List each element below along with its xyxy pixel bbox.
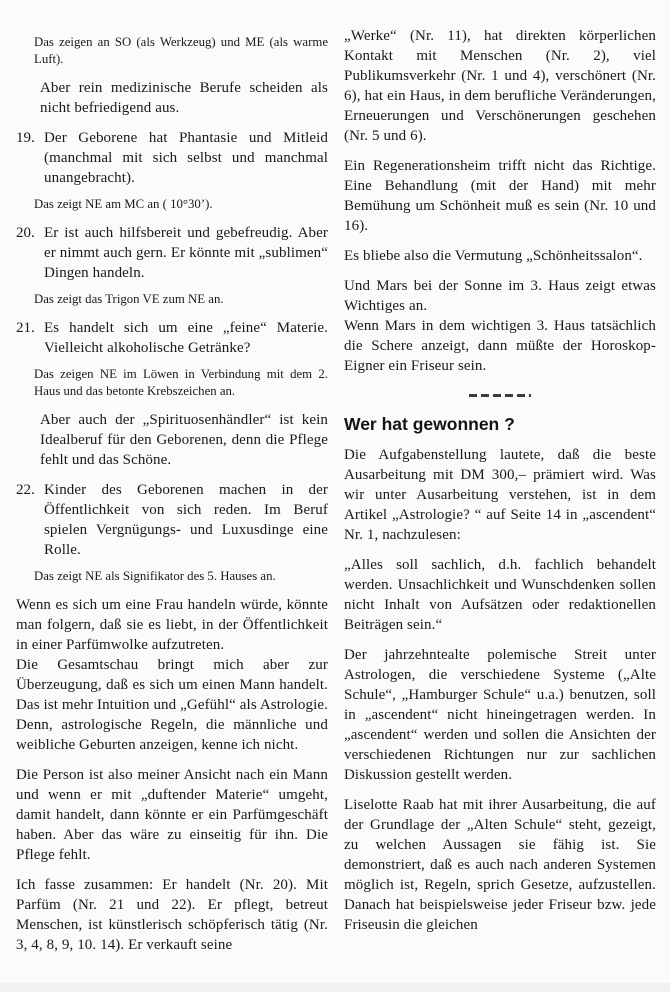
paragraph: Die Person ist also meiner Ansicht nach ein Mann und wenn er mit „duftender Materie“ umgeht, damit handelt, dann könnte er ein Parfümgeschäft haben. Aber das wäre zu einseitig für ihn. Die Pflege fehlt. [16,767,328,863]
annotation-note: Das zeigen NE im Löwen in Verbindung mit dem 2. Haus und das betonte Krebszeichen an. [34,367,328,398]
dashed-divider [469,394,531,397]
paragraph: Ein Regenerationsheim trifft nicht das Richtige. Eine Behandlung (mit der Hand) mit mehr Bemühung um Schönheit muß es sein (Nr. 10 und 16). [344,158,656,234]
paragraph: Wenn es sich um eine Frau handeln würde, könnte man folgern, daß sie es liebt, in der Öffentlichkeit in einer Parfümwolke aufzutreten. [16,597,328,653]
paragraph: Liselotte Raab hat mit ihrer Ausarbeitung, die auf der Grundlage der „Alten Schule“ steht, gezeigt, zu welchen Aussagen sie fähig ist. Sie demonstriert, daß es auch nach anderen Systemen möglich ist, Regeln, sprich Gesetze, aufzustellen. Danach hat beispielsweise jeder Friseur bzw. jede Friseusin die gleichen [344,797,656,933]
numbered-item-19 [16,128,328,188]
paragraph: Und Mars bei der Sonne im 3. Haus zeigt etwas Wichtiges an. [344,278,656,314]
numbered-item-22 [16,480,328,560]
paragraph: Aber auch der „Spirituosenhändler“ ist kein Idealberuf für den Geborenen, denn die Pflege fehlt und das Schöne. [40,412,328,468]
paragraph: Aber rein medizinische Berufe scheiden als nicht befriedigend aus. [40,80,328,116]
item-number: 19. [16,130,35,146]
paragraph: Es bliebe also die Vermutung „Schönheitssalon“. [344,248,643,264]
numbered-item-20 [16,223,328,283]
item-text: Kinder des Geborenen machen in der Öffentlichkeit von sich reden. Im Beruf spielen Vergnügungs- und Luxusdinge eine Rolle. [44,482,328,558]
paragraph: „Alles soll sachlich, d.h. fachlich behandelt werden. Unsachlichkeit und Wunschdenken sollen nicht Inhalt von Aufsätzen oder redaktionellen Beiträgen sein.“ [344,557,656,633]
paragraph: Wenn Mars in dem wichtigen 3. Haus tatsächlich die Schere anzeigt, dann müßte der Horoskop-Eigner ein Friseur sein. [344,318,656,374]
left-column [16,26,328,955]
item-text: Der Geborene hat Phantasie und Mitleid (manchmal mit sich selbst und manchmal unangebracht). [44,130,328,186]
numbered-item-21 [16,318,328,358]
annotation-note: Das zeigt das Trigon VE zum NE an. [34,292,224,306]
item-number: 20. [16,225,35,241]
section-heading: Wer hat gewonnen ? [344,414,515,434]
paragraph: Die Gesamtschau bringt mich aber zur Überzeugung, daß es sich um einen Mann handelt. Das ist mehr Intuition und „Gefühl“ als Astrologie. Denn, astrologische Regeln, die männliche und weibliche Geburten anzeigen, kenne ich nicht. [16,657,328,753]
annotation-note: Das zeigt NE am MC an ( 10°30’). [34,197,213,211]
paragraph: Ich fasse zusammen: Er handelt (Nr. 20). Mit Parfüm (Nr. 21 und 22). Er pflegt, betreut Menschen, ist künstlerisch schöpferisch tätig (Nr. 3, 4, 8, 9, 10. 14). Er verkauft seine [16,877,328,953]
annotation-note: Das zeigen an SO (als Werkzeug) und ME (als warme Luft). [34,35,328,66]
item-number: 22. [16,482,35,498]
item-text: Er ist auch hilfsbereit und gebefreudig. Aber er nimmt auch gern. Er könnte mit „sublimen“ Dingen handeln. [44,225,328,281]
right-column [344,26,656,955]
item-text: Es handelt sich um eine „feine“ Materie. Vielleicht alkoholische Getränke? [44,320,328,356]
paragraph: Die Aufgabenstellung lautete, daß die beste Ausarbeitung mit DM 300,– prämiert wird. Was wir unter Ausarbeitung verstehen, ist in dem Artikel „Astrologie? “ auf Seite 14 in „ascendent“ Nr. 1, nachzulesen: [344,447,656,543]
paragraph: „Werke“ (Nr. 11), hat direkten körperlichen Kontakt mit Menschen (Nr. 2), viel Publikumsverkehr (Nr. 1 und 4), verschönert (Nr. 6), hat ein Haus, in dem berufliche Veränderungen, Erneuerungen und Verschönerungen geschehen (Nr. 5 und 6). [344,28,656,144]
item-number: 21. [16,320,35,336]
page-edge-shadow [0,983,670,992]
paragraph: Der jahrzehntealte polemische Streit unter Astrologen, die verschiedene Systeme („Alte Schule“, „Hamburger Schule“ u.a.) benutzen, soll in „ascendent“ nicht hineingetragen werden. In „ascendent“ werden und sollen die Ansichten der verschiedenen Richtungen nur zur sachlichen Diskussion gestellt werden. [344,647,656,783]
annotation-note: Das zeigt NE als Signifikator des 5. Hauses an. [34,569,276,583]
